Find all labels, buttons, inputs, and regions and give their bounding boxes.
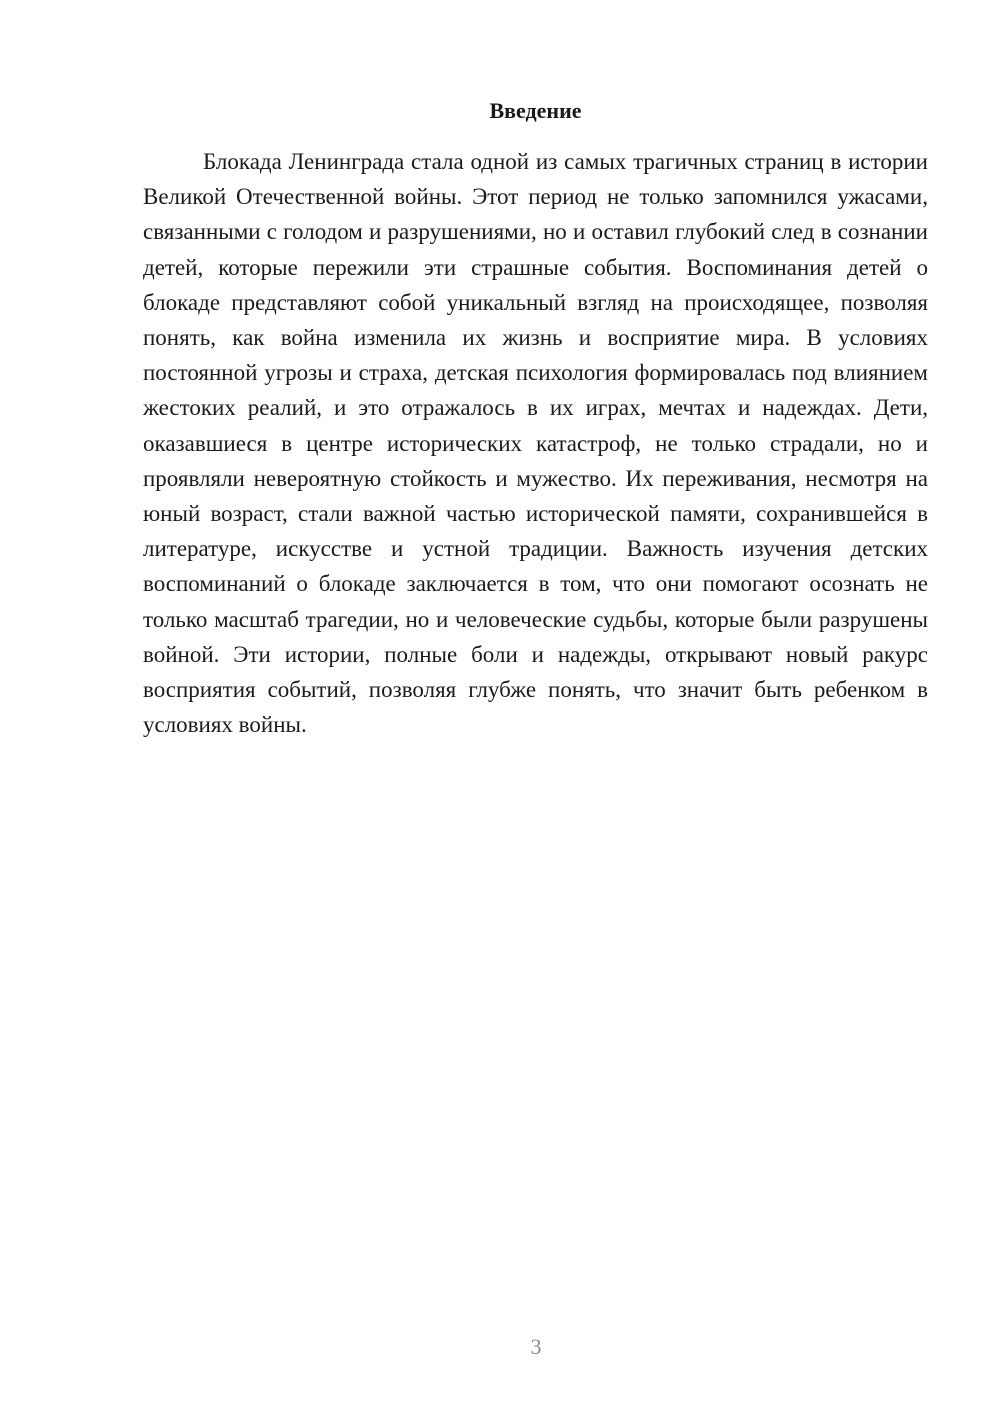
body-paragraph: Блокада Ленинграда стала одной из самых трагичных страниц в истории Великой Отечественной войны. Этот период не только запомнился ужасами, связанными с голодом и разрушениями, но и оставил глубокий след в сознании детей, которые пережили эти страшные события. Воспоминания детей о блокаде представляют собой уникальный взгляд на происходящее, позволяя понять, как война изменила их жизнь и восприятие мира. В условиях постоянной угрозы и страха, детская психология формировалась под влиянием жестоких реалий, и это отражалось в их играх, мечтах и надеждах. Дети, оказавшиеся в центре исторических катастроф, не только страдали, но и проявляли невероятную стойкость и мужество. Их переживания, несмотря на юный возраст, стали важной частью исторической памяти, сохранившейся в литературе, искусстве и устной традиции. Важность изучения детских воспоминаний о блокаде заключается в том, что они помогают осознать не только масштаб трагедии, но и человеческие судьбы, которые были разрушены войной. Эти истории, полные боли и надежды, открывают новый ракурс восприятия событий, позволяя глубже понять, что значит быть ребенком в условиях войны. (143, 149, 928, 738)
page-number: 3 (530, 1334, 542, 1359)
section-heading: Введение (489, 98, 582, 123)
